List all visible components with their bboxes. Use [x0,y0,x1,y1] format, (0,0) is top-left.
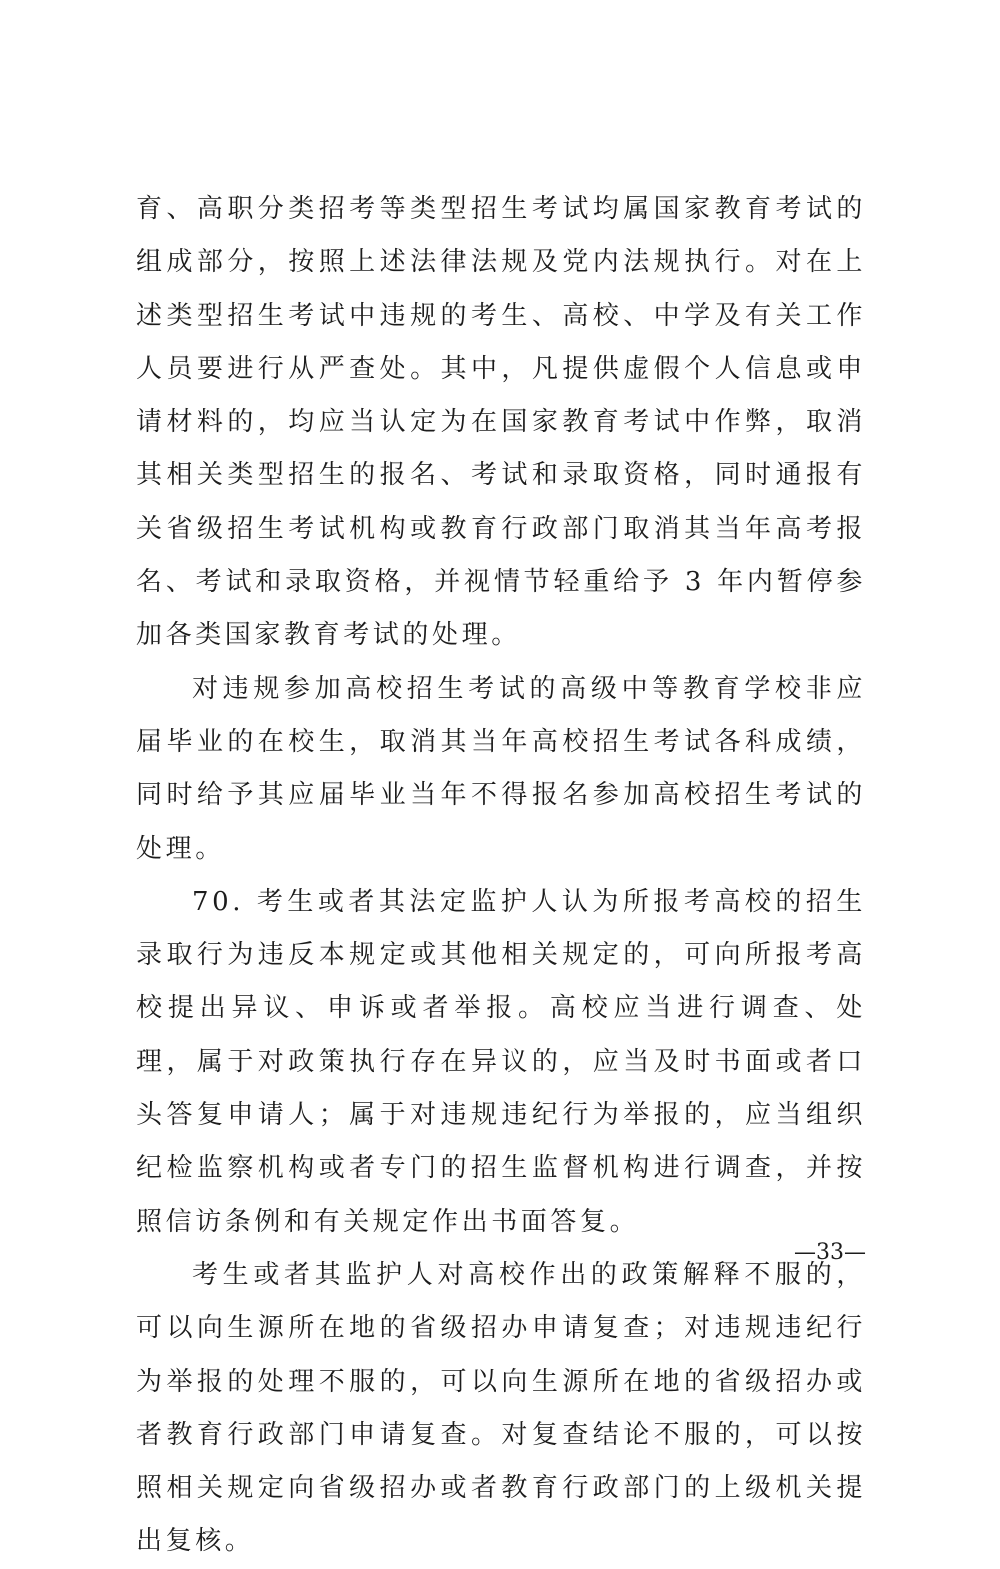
paragraph-2: 对违规参加高校招生考试的高级中等教育学校非应届毕业的在校生，取消其当年高校招生考试各科成绩，同时给予其应届毕业当年不得报名参加高校招生考试的处理。 [136,673,866,864]
page-number: —33— [794,1240,866,1265]
paragraph-4: 考生或者其监护人对高校作出的政策解释不服的，可以向生源所在地的省级招办申请复查；对违规违纪行为举报的处理不服的，可以向生源所在地的省级招办或者教育行政部门申请复查。对复查结论不服的，可以按照相关规定向省级招办或者教育行政部门的上级机关提出复核。 [136,1259,866,1557]
paragraph-3-article-70: 70. 考生或者其法定监护人认为所报考高校的招生录取行为违反本规定或其他相关规定的，可向所报考高校提出异议、申诉或者举报。高校应当进行调查、处理，属于对政策执行存在异议的，应当及时书面或者口头答复申请人；属于对违规违纪行为举报的，应当组织纪检监察机构或者专门的招生监督机构进行调查，并按照信访条例和有关规定作出书面答复。 [136,886,866,1237]
paragraph-1: 育、高职分类招考等类型招生考试均属国家教育考试的组成部分，按照上述法律法规及党内法规执行。对在上述类型招生考试中违规的考生、高校、中学及有关工作人员要进行从严查处。其中，凡提供虚假个人信息或申请材料的，均应当认定为在国家教育考试中作弊，取消其相关类型招生的报名、考试和录取资格，同时通报有关省级招生考试机构或教育行政部门取消其当年高考报名、考试和录取资格，并视情节轻重给予 3 年内暂停参加各类国家教育考试的处理。 [136,194,866,651]
body-text [136,183,866,1569]
